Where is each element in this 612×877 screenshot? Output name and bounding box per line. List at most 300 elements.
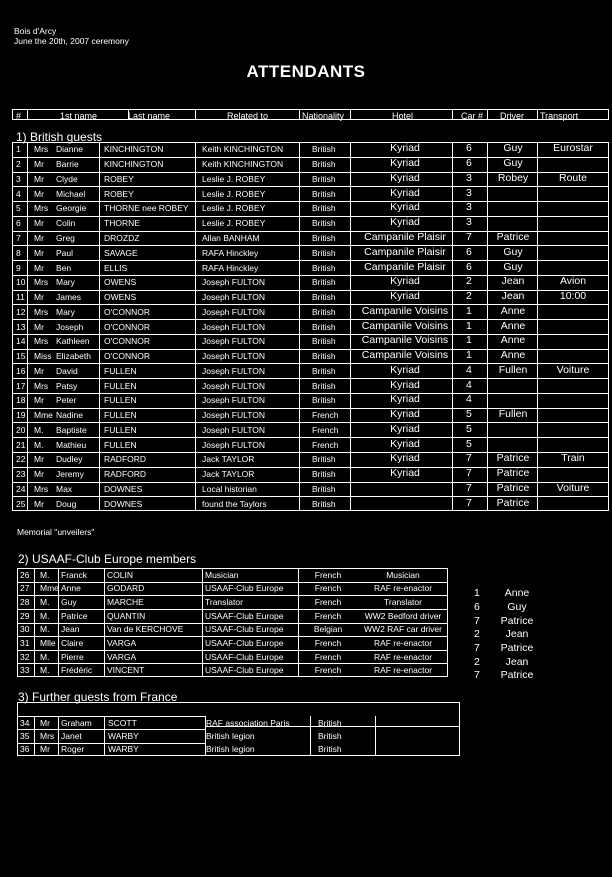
- column-divider: [104, 568, 105, 677]
- guest-title: Mrs: [34, 203, 49, 214]
- guest-last-name: O'CONNOR: [104, 336, 151, 347]
- guest-first-name: Paul: [56, 247, 74, 258]
- member-last-name: GODARD: [107, 583, 145, 594]
- member-nationality: French: [314, 610, 342, 621]
- guest-title: Mrs: [40, 731, 55, 741]
- guest-car-number: 7: [466, 230, 472, 243]
- column-divider: [202, 568, 203, 677]
- row-number: 28: [20, 597, 30, 608]
- guest-nationality: British: [312, 469, 336, 480]
- section3-title: 3) Further guests from France: [18, 690, 178, 704]
- guest-transport: Voiture: [556, 481, 590, 494]
- guest-driver: Anne: [500, 304, 526, 317]
- row-number: 36: [20, 744, 30, 755]
- guest-last-name: SCOTT: [108, 717, 137, 728]
- guest-related-to: Joseph FULTON: [202, 351, 265, 361]
- guest-car-number: 3: [466, 171, 472, 184]
- column-header-7: Driver: [500, 111, 524, 121]
- member-title: M.: [40, 624, 50, 635]
- member-role: Musician: [386, 569, 420, 580]
- row-divider: [205, 726, 460, 727]
- guest-transport: 10:00: [559, 290, 587, 302]
- guest-hotel: Campanile Plaisir: [364, 260, 446, 273]
- guest-hotel: Kyriad: [390, 422, 420, 435]
- guest-nationality: British: [312, 380, 336, 391]
- guest-title: M.: [34, 439, 44, 450]
- guest-nationality: British: [312, 247, 336, 258]
- row-divider: [12, 201, 609, 202]
- member-role: WW2 RAF car driver: [364, 624, 442, 635]
- guest-last-name: THORNE: [104, 218, 140, 229]
- guest-title: Mr: [34, 173, 44, 184]
- row-number: 3: [16, 173, 21, 184]
- member-nationality: French: [314, 651, 342, 662]
- guest-last-name: O'CONNOR: [104, 351, 151, 361]
- guest-affiliation: RAF association Paris: [206, 717, 290, 728]
- member-car-number: 7: [474, 614, 480, 627]
- member-role: Translator: [384, 597, 422, 608]
- guest-first-name: Roger: [61, 744, 85, 755]
- member-affiliation: USAAF-Club Europe: [205, 624, 284, 635]
- guest-last-name: RADFORD: [104, 454, 147, 465]
- guest-nationality: British: [312, 483, 336, 494]
- column-header-divider: [299, 109, 300, 120]
- guest-first-name: Michael: [56, 188, 86, 199]
- guest-first-name: Janet: [61, 731, 82, 741]
- guest-title: Mr: [40, 744, 50, 755]
- column-divider: [487, 142, 488, 511]
- guest-related-to: Jack TAYLOR: [202, 469, 255, 480]
- guest-driver: Patrice: [496, 481, 530, 494]
- guest-first-name: Dianne: [56, 144, 83, 155]
- row-number: 25: [16, 498, 26, 509]
- guest-first-name: Graham: [61, 717, 92, 728]
- guest-last-name: RADFORD: [104, 469, 147, 480]
- guest-nationality: French: [312, 410, 339, 421]
- guest-car-number: 3: [466, 201, 472, 214]
- guest-transport: Route: [558, 171, 588, 184]
- member-car-number: 1: [474, 587, 480, 600]
- guest-title: Mr: [34, 498, 44, 509]
- guest-last-name: O'CONNOR: [104, 306, 151, 317]
- guest-nationality: British: [312, 262, 336, 273]
- guest-last-name: OWENS: [104, 277, 137, 288]
- row-number: 19: [16, 410, 26, 421]
- guest-car-number: 5: [466, 437, 472, 450]
- member-first-name: Frédéric: [61, 665, 93, 676]
- row-divider: [12, 216, 609, 217]
- column-divider: [58, 568, 59, 677]
- guest-hotel: Kyriad: [390, 408, 420, 421]
- guest-last-name: FULLEN: [104, 410, 137, 421]
- guest-first-name: Mary: [56, 306, 75, 317]
- guest-related-to: Joseph FULTON: [202, 395, 265, 406]
- guest-related-to: Local historian: [202, 483, 257, 494]
- guest-car-number: 7: [466, 452, 472, 465]
- member-first-name: Franck: [61, 569, 87, 580]
- row-divider: [12, 422, 609, 423]
- guest-first-name: James: [56, 292, 82, 302]
- guest-first-name: Mathieu: [56, 439, 87, 450]
- member-title: M.: [40, 597, 50, 608]
- guest-driver: Guy: [503, 142, 523, 155]
- guest-related-to: Joseph FULTON: [202, 292, 265, 302]
- column-divider: [298, 568, 299, 677]
- guest-related-to: Keith KINCHINGTON: [202, 159, 284, 170]
- guest-hotel: Campanile Voisins: [361, 349, 449, 361]
- guest-last-name: ELLIS: [104, 262, 128, 273]
- row-number: 14: [16, 336, 26, 347]
- member-last-name: VINCENT: [107, 665, 145, 676]
- row-number: 9: [16, 262, 21, 273]
- column-header-5: Hotel: [392, 111, 414, 121]
- guest-car-number: 1: [466, 319, 472, 332]
- guest-last-name: SAVAGE: [104, 247, 138, 258]
- member-last-name: QUANTIN: [107, 610, 146, 621]
- guest-related-to: Leslie J. ROBEY: [202, 188, 266, 199]
- column-header-2: Last name: [128, 111, 171, 121]
- column-divider: [34, 568, 35, 677]
- column-divider: [195, 142, 196, 511]
- guest-related-to: Joseph FULTON: [202, 439, 265, 450]
- guest-first-name: David: [56, 365, 78, 376]
- guest-hotel: Campanile Plaisir: [364, 245, 446, 258]
- member-nationality: French: [314, 597, 342, 608]
- guest-nationality: French: [312, 424, 339, 435]
- guest-car-number: 5: [466, 422, 472, 435]
- guest-driver: Patrice: [496, 496, 530, 509]
- guest-car-number: 6: [466, 245, 472, 258]
- member-car-number: 7: [474, 669, 480, 682]
- guest-title: Mr: [34, 292, 44, 302]
- member-car-number: 7: [474, 641, 480, 654]
- row-number: 23: [16, 469, 26, 480]
- member-affiliation: USAAF-Club Europe: [205, 665, 284, 676]
- guest-last-name: KINCHINGTON: [104, 144, 164, 155]
- guest-last-name: FULLEN: [104, 380, 137, 391]
- guest-title: Mr: [34, 454, 44, 465]
- column-divider: [104, 716, 105, 756]
- guest-title: Mr: [34, 218, 44, 229]
- guest-title: Mrs: [34, 483, 49, 494]
- guest-hotel: Kyriad: [390, 186, 420, 199]
- member-role: WW2 Bedford driver: [364, 610, 442, 621]
- row-number: 34: [20, 717, 30, 728]
- guest-first-name: Mary: [56, 277, 75, 288]
- guest-hotel: Kyriad: [390, 378, 420, 391]
- guest-nationality: British: [312, 351, 336, 361]
- member-affiliation: USAAF-Club Europe: [205, 637, 284, 648]
- column-divider: [205, 716, 206, 756]
- column-header-4: Nationality: [302, 111, 345, 121]
- guest-hotel: Kyriad: [390, 142, 420, 155]
- column-divider: [299, 142, 300, 511]
- column-divider: [375, 716, 376, 756]
- guest-driver: Guy: [503, 157, 523, 170]
- member-car-number: 2: [474, 628, 480, 641]
- row-number: 18: [16, 395, 26, 406]
- guest-nationality: British: [312, 203, 336, 214]
- member-driver: Patrice: [500, 669, 534, 682]
- guest-related-to: RAFA Hinckley: [202, 262, 259, 273]
- member-affiliation: Translator: [205, 597, 243, 608]
- row-divider: [12, 393, 609, 394]
- member-affiliation: USAAF-Club Europe: [205, 651, 284, 662]
- guest-title: Mrs: [34, 306, 49, 317]
- row-divider: [12, 378, 609, 379]
- guest-related-to: Jack TAYLOR: [202, 454, 255, 465]
- guest-hotel: Kyriad: [390, 437, 420, 450]
- guest-first-name: Nadine: [56, 410, 83, 421]
- member-first-name: Claire: [61, 637, 84, 648]
- guest-first-name: Max: [56, 483, 73, 494]
- guest-driver: Anne: [500, 334, 526, 347]
- guest-first-name: Patsy: [56, 380, 78, 391]
- column-header-divider: [487, 109, 488, 120]
- column-header-divider: [128, 109, 129, 120]
- guest-driver: Anne: [500, 319, 526, 332]
- guest-first-name: Greg: [56, 232, 75, 243]
- guest-driver: Patrice: [496, 467, 530, 480]
- guest-hotel: Kyriad: [390, 216, 420, 229]
- row-number: 30: [20, 624, 30, 635]
- guest-title: Mr: [34, 365, 44, 376]
- guest-last-name: ROBEY: [104, 173, 134, 184]
- guest-title: Mr: [34, 395, 44, 406]
- guest-related-to: Joseph FULTON: [202, 321, 265, 332]
- guest-first-name: Baptiste: [56, 424, 87, 435]
- guest-title: Mr: [34, 159, 44, 170]
- member-driver: Jean: [505, 655, 529, 668]
- guest-hotel: Kyriad: [390, 467, 420, 480]
- guest-nationality: French: [312, 439, 339, 450]
- guest-title: Mr: [34, 321, 44, 332]
- guest-transport: Eurostar: [553, 142, 593, 155]
- guest-car-number: 2: [466, 275, 472, 288]
- guest-hotel: Campanile Voisins: [361, 334, 449, 347]
- guest-hotel: Kyriad: [390, 452, 420, 465]
- member-nationality: Belgian: [313, 624, 343, 635]
- guest-hotel: Campanile Voisins: [361, 319, 449, 332]
- guest-last-name: FULLEN: [104, 439, 137, 450]
- guest-related-to: Allan BANHAM: [202, 232, 260, 243]
- guest-driver: Fullen: [498, 363, 528, 376]
- guest-first-name: Clyde: [56, 173, 78, 184]
- row-number: 21: [16, 439, 26, 450]
- guest-first-name: Peter: [56, 395, 77, 406]
- member-last-name: VARGA: [107, 651, 137, 662]
- guest-nationality: British: [312, 144, 336, 155]
- guest-nationality: British: [312, 292, 336, 302]
- column-header-8: Transport: [540, 111, 579, 121]
- member-title: M.: [40, 569, 50, 580]
- member-title: Mlle: [40, 637, 56, 648]
- member-driver: Guy: [507, 601, 527, 614]
- guest-hotel: Kyriad: [390, 201, 420, 214]
- guest-nationality: British: [312, 365, 336, 376]
- guest-nationality: British: [318, 731, 342, 741]
- member-car-number: 2: [474, 655, 480, 668]
- member-last-name: MARCHE: [107, 597, 144, 608]
- guest-related-to: Joseph FULTON: [202, 306, 265, 317]
- guest-last-name: DOWNES: [104, 498, 143, 509]
- member-title: M.: [40, 665, 50, 676]
- guest-last-name: FULLEN: [104, 424, 137, 435]
- guest-nationality: British: [312, 188, 336, 199]
- row-number: 17: [16, 380, 26, 391]
- guest-first-name: Ben: [56, 262, 72, 273]
- row-number: 10: [16, 277, 26, 288]
- member-nationality: French: [314, 637, 342, 648]
- guest-driver: Guy: [503, 260, 523, 273]
- member-last-name: VARGA: [107, 637, 137, 648]
- row-divider: [12, 186, 609, 187]
- memorial-unveilers-label: Memorial "unveilers": [17, 527, 95, 537]
- guest-title: Mr: [34, 262, 44, 273]
- venue-line: Bois d'Arcy: [14, 26, 57, 36]
- column-divider: [34, 716, 35, 756]
- guest-transport: Avion: [559, 275, 587, 288]
- row-number: 13: [16, 321, 26, 332]
- guest-title: Mr: [34, 469, 44, 480]
- member-driver: Anne: [504, 587, 530, 600]
- guest-car-number: 1: [466, 304, 472, 317]
- guest-related-to: Keith KINCHINGTON: [202, 144, 284, 155]
- guest-related-to: Joseph FULTON: [202, 424, 265, 435]
- guest-nationality: British: [312, 277, 336, 288]
- guest-affiliation: British legion: [206, 731, 255, 741]
- member-affiliation: USAAF-Club Europe: [205, 610, 284, 621]
- member-role: RAF re-enactor: [373, 665, 433, 676]
- guest-last-name: DOWNES: [104, 483, 143, 494]
- member-first-name: Jean: [61, 624, 80, 635]
- guest-hotel: Campanile Voisins: [361, 304, 449, 317]
- row-number: 12: [16, 306, 26, 317]
- guest-car-number: 7: [466, 496, 472, 509]
- guest-transport: Train: [561, 452, 585, 465]
- member-title: M.: [40, 610, 50, 621]
- guest-nationality: British: [318, 717, 342, 728]
- member-role: RAF re-enactor: [373, 583, 433, 594]
- guest-nationality: British: [312, 395, 336, 406]
- guest-title: Mr: [34, 232, 44, 243]
- column-header-divider: [195, 109, 196, 120]
- guest-last-name: KINCHINGTON: [104, 159, 164, 170]
- guest-first-name: Jeremy: [56, 469, 84, 480]
- row-number: 24: [16, 483, 26, 494]
- guest-nationality: British: [312, 173, 336, 184]
- guest-related-to: Joseph FULTON: [202, 277, 265, 288]
- column-header-1: 1st name: [60, 111, 98, 121]
- guest-nationality: British: [312, 306, 336, 317]
- row-number: 5: [16, 203, 21, 214]
- page-title: ATTENDANTS: [246, 62, 366, 81]
- row-divider: [12, 437, 609, 438]
- member-driver: Jean: [505, 628, 529, 641]
- member-role: RAF re-enactor: [373, 651, 433, 662]
- guest-last-name: THORNE nee ROBEY: [104, 203, 189, 214]
- guest-car-number: 6: [466, 142, 472, 155]
- member-affiliation: Musician: [205, 569, 239, 580]
- guest-car-number: 4: [466, 393, 472, 406]
- guest-car-number: 3: [466, 186, 472, 199]
- column-header-0: #: [16, 111, 22, 121]
- guest-last-name: ROBEY: [104, 188, 134, 199]
- member-affiliation: USAAF-Club Europe: [205, 583, 284, 594]
- member-nationality: French: [314, 583, 342, 594]
- row-number: 35: [20, 731, 30, 741]
- guest-hotel: Kyriad: [390, 363, 420, 376]
- guest-last-name: WARBY: [108, 731, 139, 741]
- column-header-divider: [537, 109, 538, 120]
- column-header-divider: [27, 109, 28, 120]
- guest-driver: Jean: [501, 275, 525, 288]
- guest-nationality: British: [318, 744, 342, 755]
- guest-driver: Fullen: [498, 408, 528, 421]
- row-number: 20: [16, 424, 26, 435]
- member-driver: Patrice: [500, 614, 534, 627]
- guest-related-to: Joseph FULTON: [202, 380, 265, 391]
- guest-nationality: British: [312, 159, 336, 170]
- column-header-divider: [350, 109, 351, 120]
- guest-related-to: Leslie J. ROBEY: [202, 173, 266, 184]
- guest-title: Mr: [40, 717, 50, 728]
- guest-driver: Guy: [503, 245, 523, 258]
- row-number: 6: [16, 218, 21, 229]
- column-divider: [58, 716, 59, 756]
- guest-driver: Patrice: [496, 452, 530, 465]
- guest-title: Mrs: [34, 144, 49, 155]
- guest-first-name: Kathleen: [56, 336, 90, 347]
- row-number: 8: [16, 247, 21, 258]
- column-header-6: Car #: [461, 111, 484, 121]
- column-divider: [537, 142, 538, 511]
- row-number: 29: [20, 610, 30, 621]
- row-number: 2: [16, 159, 21, 170]
- row-number: 4: [16, 188, 21, 199]
- guest-related-to: Joseph FULTON: [202, 365, 265, 376]
- guest-car-number: 4: [466, 363, 472, 376]
- column-divider: [310, 716, 311, 756]
- guest-car-number: 7: [466, 467, 472, 480]
- guest-last-name: DROZDZ: [104, 232, 140, 243]
- guest-title: Mr: [34, 188, 44, 199]
- guest-first-name: Dudley: [56, 454, 83, 465]
- guest-driver: Jean: [501, 290, 525, 302]
- guest-car-number: 7: [466, 481, 472, 494]
- member-title: Mme: [40, 583, 59, 594]
- guest-title: Mme: [34, 410, 53, 421]
- guest-hotel: Kyriad: [390, 290, 420, 302]
- guest-hotel: Kyriad: [390, 275, 420, 288]
- row-number: 27: [20, 583, 30, 594]
- column-divider: [27, 142, 28, 511]
- guest-nationality: British: [312, 454, 336, 465]
- member-first-name: Pierre: [61, 651, 84, 662]
- member-first-name: Patrice: [61, 610, 88, 621]
- guest-hotel: Kyriad: [390, 171, 420, 184]
- guest-car-number: 4: [466, 378, 472, 391]
- guest-car-number: 6: [466, 260, 472, 273]
- guest-car-number: 1: [466, 334, 472, 347]
- guest-car-number: 5: [466, 408, 472, 421]
- guest-hotel: Campanile Plaisir: [364, 230, 446, 243]
- guest-hotel: Kyriad: [390, 157, 420, 170]
- column-divider: [452, 142, 453, 511]
- guest-related-to: Leslie J. ROBEY: [202, 203, 266, 214]
- guest-first-name: Elizabeth: [56, 351, 91, 361]
- guest-related-to: Leslie J. ROBEY: [202, 218, 266, 229]
